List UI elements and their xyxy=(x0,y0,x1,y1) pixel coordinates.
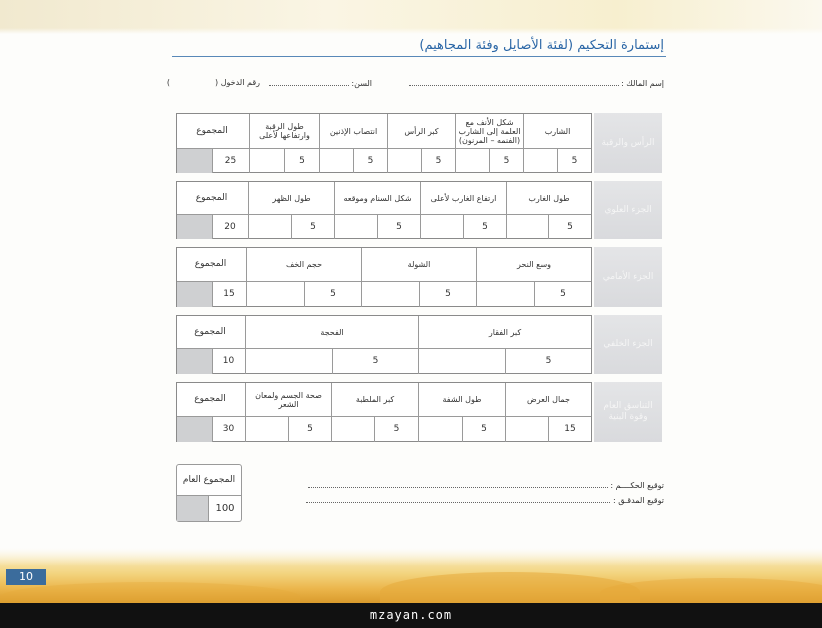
criteria-group-upper xyxy=(176,181,662,239)
auditor-signature-label: توقيع المدقـق : xyxy=(613,496,664,505)
score-input[interactable] xyxy=(418,348,505,374)
criterion-label: طول الشفة xyxy=(418,383,505,416)
score-input[interactable] xyxy=(420,214,463,239)
group-side-label: الرأس والرقبة xyxy=(594,113,662,173)
total-input-box[interactable] xyxy=(177,148,213,173)
criterion-label: كبر الملطبة xyxy=(331,383,418,416)
score-value: 5 xyxy=(548,214,591,239)
judge-signature-field[interactable] xyxy=(308,480,664,490)
judge-signature-line[interactable] xyxy=(308,480,608,488)
age-line[interactable] xyxy=(269,78,349,86)
score-value: 5 xyxy=(377,214,420,239)
criteria-group-front xyxy=(176,247,662,307)
criterion-label: شكل السنام وموقعه xyxy=(334,182,420,214)
score-value: 5 xyxy=(284,148,319,173)
criterion-label: الشارب xyxy=(523,114,591,148)
score-value: 5 xyxy=(374,416,418,442)
judge-signature-label: توقيع الحكــــم : xyxy=(610,481,664,490)
criteria-group-rear xyxy=(176,315,662,374)
criteria-table xyxy=(176,113,592,173)
total-input-box[interactable] xyxy=(177,416,213,442)
auditor-signature-line[interactable] xyxy=(306,495,610,503)
criteria-group-head xyxy=(176,113,662,173)
score-value: 5 xyxy=(291,214,334,239)
criterion-label: جمال العرض xyxy=(505,383,591,416)
score-input[interactable] xyxy=(506,214,548,239)
total-value: 10 xyxy=(211,348,245,374)
score-value: 5 xyxy=(421,148,455,173)
owner-line[interactable] xyxy=(409,78,619,86)
score-input[interactable] xyxy=(523,148,557,173)
score-value: 5 xyxy=(489,148,523,173)
criterion-label: صحة الجسم ولمعان الشعر xyxy=(245,383,331,416)
title-underline xyxy=(172,56,666,57)
bottom-desert-band xyxy=(0,548,822,603)
score-input[interactable] xyxy=(387,148,421,173)
score-input[interactable] xyxy=(361,281,419,307)
owner-label: إسم المالك : xyxy=(621,79,664,88)
age-field[interactable] xyxy=(269,78,372,88)
score-input[interactable] xyxy=(249,148,284,173)
page-title: إستمارة التحكيم (لفئة الأصايل وفئة المجاهيم) xyxy=(419,38,664,53)
group-side-label: الجزء الخلفي xyxy=(594,315,662,374)
total-label: المجموع xyxy=(194,394,226,404)
score-value: 5 xyxy=(419,281,476,307)
grand-total-label: المجموع العام xyxy=(182,475,236,485)
score-input[interactable] xyxy=(505,416,548,442)
total-input-box[interactable] xyxy=(177,214,213,239)
score-input[interactable] xyxy=(476,281,534,307)
score-value: 5 xyxy=(462,416,505,442)
grand-total-box xyxy=(176,464,242,522)
score-input[interactable] xyxy=(245,416,288,442)
score-input[interactable] xyxy=(319,148,353,173)
page-number: 10 xyxy=(6,569,46,585)
group-side-label: الجزء الأمامي xyxy=(594,247,662,307)
total-label: المجموع xyxy=(194,326,226,337)
criterion-label: طول الغارب xyxy=(506,182,591,214)
score-value: 5 xyxy=(534,281,591,307)
criteria-table xyxy=(176,382,592,442)
score-value: 5 xyxy=(463,214,506,239)
score-input[interactable] xyxy=(418,416,462,442)
score-value: 5 xyxy=(505,348,591,374)
auditor-signature-field[interactable] xyxy=(306,495,664,505)
score-input[interactable] xyxy=(245,348,332,374)
score-value: 5 xyxy=(353,148,387,173)
criteria-table xyxy=(176,181,592,239)
total-value: 20 xyxy=(211,214,248,239)
score-input[interactable] xyxy=(248,214,291,239)
group-side-label: التناسق العام وقوة البنية xyxy=(594,382,662,442)
score-input[interactable] xyxy=(246,281,304,307)
score-input[interactable] xyxy=(455,148,489,173)
score-value: 5 xyxy=(304,281,361,307)
total-value: 30 xyxy=(211,416,245,442)
score-value: 15 xyxy=(548,416,591,442)
entry-number-close: ) xyxy=(166,78,170,87)
criterion-label: ارتفاع الغارب لأعلى xyxy=(420,182,506,214)
criterion-label: طول الظهر xyxy=(248,182,334,214)
top-decorative-band xyxy=(0,0,822,34)
age-label: السن: xyxy=(351,79,372,88)
grand-total-value: 100 xyxy=(209,495,241,521)
criterion-label: انتصاب الإذنين xyxy=(319,114,387,148)
criteria-table xyxy=(176,315,592,374)
criterion-label: طول الرقبة وارتفاعها لأعلى xyxy=(249,114,319,148)
criterion-label: الشولة xyxy=(361,248,476,281)
criterion-label: كبر الفقار xyxy=(418,316,591,348)
score-input[interactable] xyxy=(334,214,377,239)
site-footer: mzayan.com xyxy=(0,603,822,628)
total-label: المجموع xyxy=(194,259,227,269)
score-value: 5 xyxy=(288,416,331,442)
entry-number-field[interactable] xyxy=(167,78,260,87)
score-value: 5 xyxy=(332,348,418,374)
criteria-table xyxy=(176,247,592,307)
total-input-box[interactable] xyxy=(177,348,213,374)
total-value: 15 xyxy=(211,281,246,307)
group-side-label: الجزء العلوي xyxy=(594,181,662,239)
score-value: 5 xyxy=(557,148,591,173)
total-label: المجموع xyxy=(196,125,228,136)
grand-total-input-box[interactable] xyxy=(177,495,209,521)
score-input[interactable] xyxy=(331,416,374,442)
total-value: 25 xyxy=(211,148,249,173)
criterion-label: الفحجة xyxy=(245,316,418,348)
criterion-label: شكل الأنف مع العلمة إلى الشارب (الفنمه – المرنون) xyxy=(455,114,523,148)
criterion-label: كبر الرأس xyxy=(387,114,455,148)
criteria-group-overall xyxy=(176,382,662,442)
total-input-box[interactable] xyxy=(177,281,213,307)
total-label: المجموع xyxy=(195,192,228,203)
criterion-label: وسع النحر xyxy=(476,248,591,281)
owner-field[interactable] xyxy=(409,78,664,88)
entry-number-label: رقم الدخول ( xyxy=(215,78,260,87)
criterion-label: حجم الخف xyxy=(246,248,361,281)
